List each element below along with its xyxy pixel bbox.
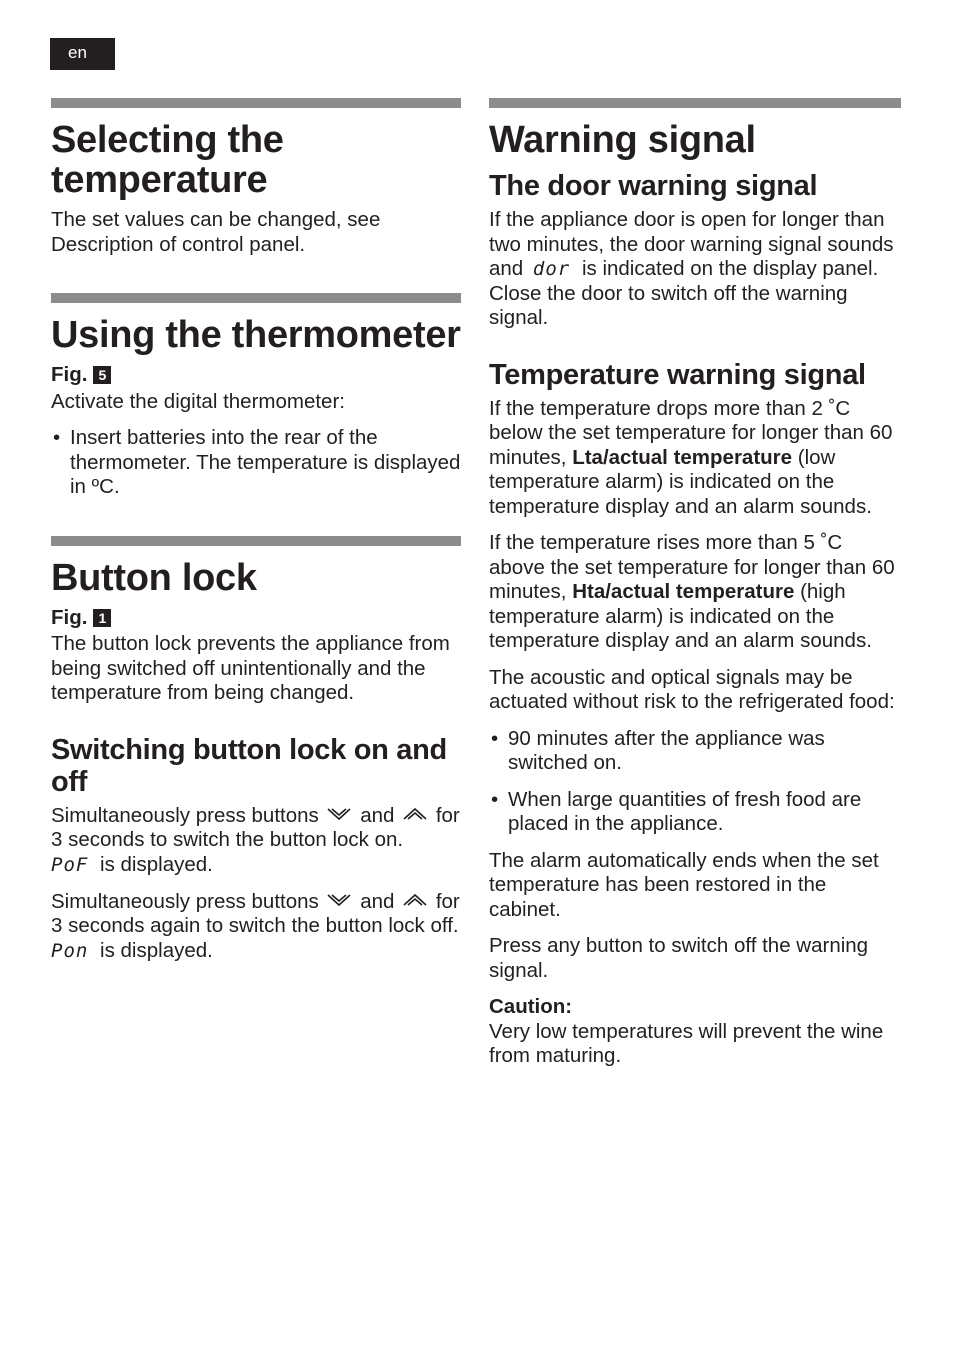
language-tab: en xyxy=(50,38,115,70)
instruction-text: and xyxy=(360,889,395,913)
high-temperature-alarm-text xyxy=(489,531,901,654)
list-item: • 90 minutes after the appliance was switched on. xyxy=(489,727,901,776)
thermometer-intro: Activate the digital thermometer: xyxy=(51,389,345,413)
right-column xyxy=(489,98,901,1081)
list-item: • When large quantities of fresh food are placed in the appliance. xyxy=(489,788,901,837)
section-using-thermometer xyxy=(51,293,461,500)
figure-number-badge: 5 xyxy=(93,366,111,384)
hta-label: Hta/actual temperature xyxy=(572,580,795,604)
chevron-down-icon xyxy=(326,890,352,915)
selecting-temperature-title: Selecting the temperature xyxy=(51,119,284,201)
door-warning-subtitle: The door warning signal xyxy=(489,170,818,202)
instruction-text: Simultaneously press buttons xyxy=(51,803,319,827)
list-item: • Insert batteries into the rear of the thermometer. The temperature is displayed in ºC. xyxy=(51,426,461,500)
section-rule xyxy=(51,536,461,546)
figure-reference xyxy=(51,363,461,388)
alarm-end-text: The alarm automatically ends when the set temperature has been restored in the cabinet. xyxy=(489,848,879,921)
using-thermometer-title: Using the thermometer xyxy=(51,314,461,356)
caution-text: Very low temperatures will prevent the wine from maturing. xyxy=(489,1019,884,1068)
press-any-button-text: Press any button to switch off the warning signal. xyxy=(489,934,869,982)
instruction-text: If the temperature drops more than 2 ˚C below the set temperature for longer than 60 minutes, xyxy=(489,396,893,469)
instruction-text: (low temperature alarm) is indicated on the temperature display and an alarm sounds. xyxy=(489,445,872,518)
caution-heading: Caution: xyxy=(489,995,573,1019)
thermometer-steps xyxy=(51,426,461,500)
selecting-temperature-text: The set values can be changed, see Description of control panel. xyxy=(51,208,381,256)
lcd-code-pof: PoF xyxy=(51,854,89,877)
lta-label: Lta/actual temperature xyxy=(572,445,793,469)
temperature-warning-subtitle: Temperature warning signal xyxy=(489,358,866,391)
chevron-down-icon xyxy=(326,804,352,829)
button-lock-on-instruction xyxy=(51,804,461,878)
instruction-text: Simultaneously press buttons xyxy=(51,889,319,913)
acoustic-signal-text: The acoustic and optical signals may be actuated without risk to the refrigerated food: xyxy=(489,665,895,714)
instruction-text: If the temperature rises more than 5 ˚C above the set temperature for longer than 60 minutes, xyxy=(489,531,895,604)
figure-label: Fig. xyxy=(51,363,88,386)
door-warning-text xyxy=(489,208,901,331)
switching-button-lock-subtitle: Switching button lock on and off xyxy=(51,733,447,798)
instruction-text: and xyxy=(360,803,395,827)
lcd-code-dor: dor xyxy=(532,258,571,281)
section-rule xyxy=(51,98,461,108)
section-selecting-temperature xyxy=(51,98,461,257)
section-button-lock xyxy=(51,536,461,964)
instruction-text: for 3 seconds again to switch the button lock off. xyxy=(51,889,460,938)
figure-label: Fig. xyxy=(51,605,88,629)
button-lock-text: The button lock prevents the appliance from being switched off unintentionally and the temperature from being changed. xyxy=(51,632,450,704)
figure-number-badge: 1 xyxy=(93,609,111,627)
low-temperature-alarm-text xyxy=(489,397,901,520)
warning-signal-title: Warning signal xyxy=(489,119,756,161)
button-lock-title: Button lock xyxy=(51,556,257,599)
left-column xyxy=(51,98,461,1000)
instruction-text: is indicated on the display panel. Close the door to switch off the warning signal. xyxy=(489,257,879,330)
section-rule xyxy=(489,98,901,108)
figure-reference xyxy=(51,606,461,631)
instruction-text: If the appliance door is open for longer than two minutes, the door warning signal sounds and xyxy=(489,208,894,280)
instruction-text: for 3 seconds to switch the button lock on. xyxy=(51,803,460,852)
button-lock-off-instruction xyxy=(51,890,461,964)
chevron-up-icon xyxy=(402,890,428,915)
chevron-up-icon xyxy=(402,804,428,829)
section-rule xyxy=(51,293,461,303)
instruction-text: is displayed. xyxy=(100,938,213,962)
instruction-text: is displayed. xyxy=(100,852,213,876)
alarm-conditions-list xyxy=(489,727,901,837)
instruction-text: (high temperature alarm) is indicated on the temperature display and an alarm sounds. xyxy=(489,580,872,653)
lcd-code-pon: Pon xyxy=(51,940,89,963)
